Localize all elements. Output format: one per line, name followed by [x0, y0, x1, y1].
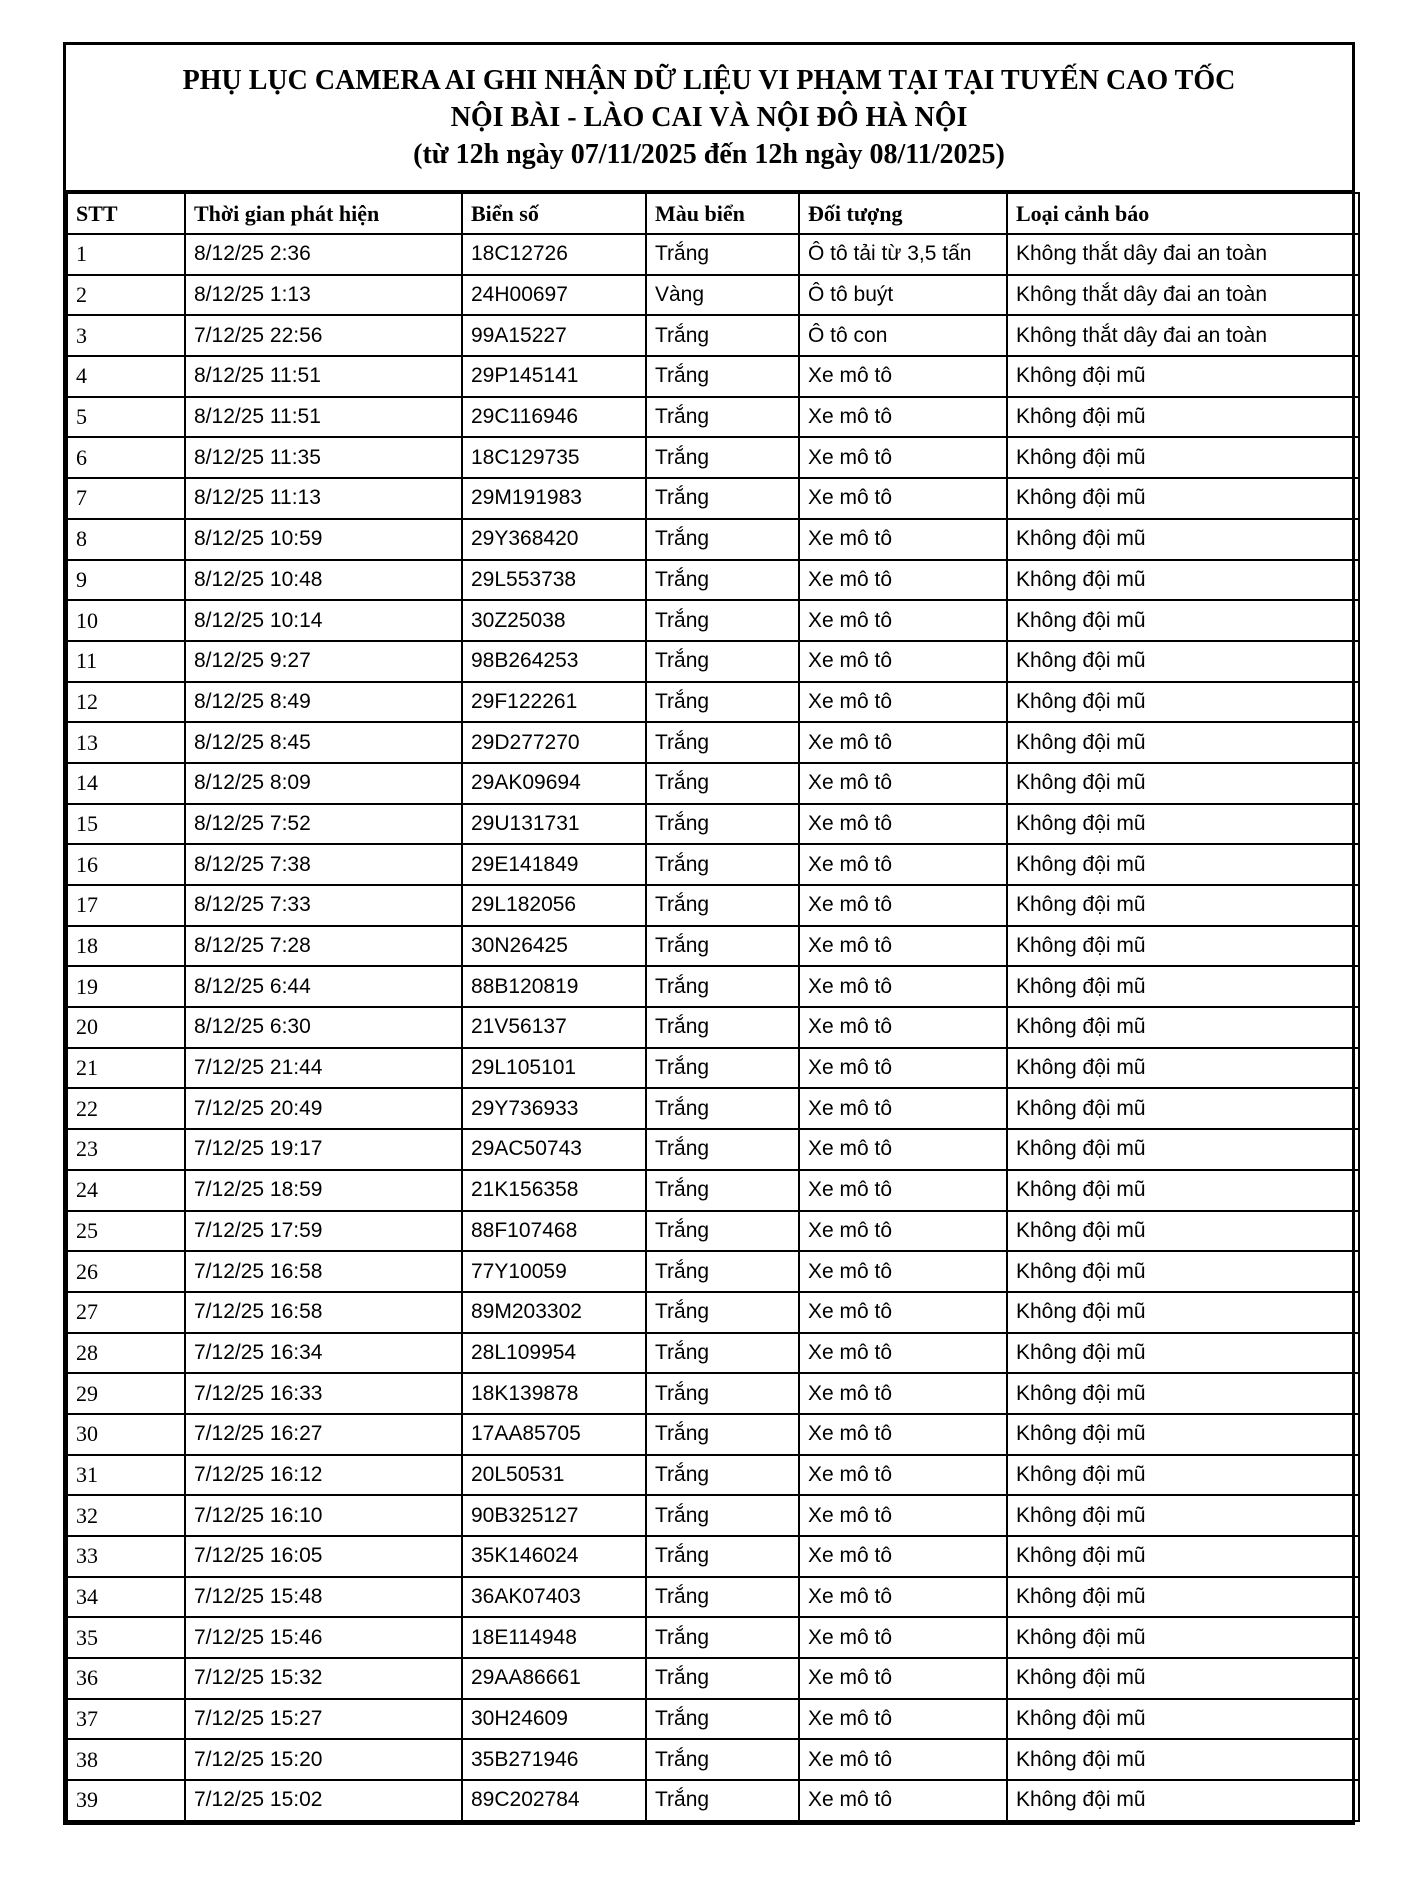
cell-plate-number: 18E114948: [462, 1617, 646, 1658]
cell-warning-type: Không đội mũ: [1007, 397, 1359, 438]
cell-detection-time: 7/12/25 16:34: [185, 1333, 462, 1374]
cell-plate-color: Trắng: [646, 600, 799, 641]
cell-detection-time: 8/12/25 10:48: [185, 560, 462, 601]
cell-plate-color: Trắng: [646, 722, 799, 763]
cell-plate-color: Trắng: [646, 1251, 799, 1292]
cell-detection-time: 8/12/25 11:51: [185, 397, 462, 438]
cell-stt: 37: [67, 1699, 185, 1740]
cell-warning-type: Không đội mũ: [1007, 560, 1359, 601]
cell-plate-color: Vàng: [646, 275, 799, 316]
cell-vehicle-type: Xe mô tô: [799, 682, 1007, 723]
table-row: [67, 844, 1359, 885]
table-row: [67, 1617, 1359, 1658]
cell-warning-type: Không đội mũ: [1007, 1780, 1359, 1821]
cell-warning-type: Không đội mũ: [1007, 926, 1359, 967]
cell-warning-type: Không đội mũ: [1007, 519, 1359, 560]
cell-plate-number: 17AA85705: [462, 1414, 646, 1455]
table-row: [67, 1495, 1359, 1536]
cell-plate-color: Trắng: [646, 1373, 799, 1414]
cell-plate-color: Trắng: [646, 682, 799, 723]
cell-plate-color: Trắng: [646, 560, 799, 601]
cell-stt: 6: [67, 437, 185, 478]
cell-plate-number: 29AC50743: [462, 1129, 646, 1170]
cell-warning-type: Không đội mũ: [1007, 804, 1359, 845]
cell-vehicle-type: Xe mô tô: [799, 397, 1007, 438]
cell-plate-number: 35B271946: [462, 1739, 646, 1780]
cell-plate-color: Trắng: [646, 926, 799, 967]
table-row: [67, 722, 1359, 763]
table-row: [67, 1251, 1359, 1292]
cell-warning-type: Không đội mũ: [1007, 763, 1359, 804]
cell-vehicle-type: Xe mô tô: [799, 1211, 1007, 1252]
cell-stt: 24: [67, 1170, 185, 1211]
cell-warning-type: Không đội mũ: [1007, 1251, 1359, 1292]
cell-plate-color: Trắng: [646, 763, 799, 804]
cell-vehicle-type: Xe mô tô: [799, 722, 1007, 763]
cell-detection-time: 7/12/25 15:48: [185, 1577, 462, 1618]
cell-vehicle-type: Xe mô tô: [799, 1780, 1007, 1821]
cell-plate-color: Trắng: [646, 1577, 799, 1618]
cell-vehicle-type: Xe mô tô: [799, 1739, 1007, 1780]
cell-warning-type: Không đội mũ: [1007, 1088, 1359, 1129]
cell-plate-color: Trắng: [646, 1333, 799, 1374]
cell-stt: 7: [67, 478, 185, 519]
cell-detection-time: 7/12/25 20:49: [185, 1088, 462, 1129]
cell-warning-type: Không đội mũ: [1007, 844, 1359, 885]
cell-warning-type: Không đội mũ: [1007, 966, 1359, 1007]
cell-vehicle-type: Xe mô tô: [799, 1088, 1007, 1129]
cell-warning-type: Không đội mũ: [1007, 1658, 1359, 1699]
cell-stt: 9: [67, 560, 185, 601]
cell-plate-number: 29AK09694: [462, 763, 646, 804]
cell-plate-number: 29U131731: [462, 804, 646, 845]
cell-warning-type: Không thắt dây đai an toàn: [1007, 315, 1359, 356]
cell-plate-number: 20L50531: [462, 1455, 646, 1496]
title-line-2: NỘI BÀI - LÀO CAI VÀ NỘI ĐÔ HÀ NỘI: [450, 102, 968, 133]
cell-vehicle-type: Xe mô tô: [799, 1129, 1007, 1170]
cell-stt: 11: [67, 641, 185, 682]
cell-detection-time: 7/12/25 15:32: [185, 1658, 462, 1699]
cell-warning-type: Không đội mũ: [1007, 478, 1359, 519]
cell-plate-color: Trắng: [646, 519, 799, 560]
cell-plate-number: 18K139878: [462, 1373, 646, 1414]
cell-stt: 33: [67, 1536, 185, 1577]
cell-stt: 5: [67, 397, 185, 438]
cell-plate-number: 29Y368420: [462, 519, 646, 560]
cell-plate-color: Trắng: [646, 478, 799, 519]
cell-plate-color: Trắng: [646, 844, 799, 885]
cell-plate-number: 29L105101: [462, 1048, 646, 1089]
cell-vehicle-type: Xe mô tô: [799, 478, 1007, 519]
report-container: [63, 42, 1355, 1825]
cell-vehicle-type: Xe mô tô: [799, 1292, 1007, 1333]
cell-warning-type: Không đội mũ: [1007, 1495, 1359, 1536]
cell-vehicle-type: Xe mô tô: [799, 844, 1007, 885]
table-row: [67, 926, 1359, 967]
table-row: [67, 478, 1359, 519]
cell-detection-time: 7/12/25 15:02: [185, 1780, 462, 1821]
cell-plate-number: 89M203302: [462, 1292, 646, 1333]
cell-detection-time: 8/12/25 8:09: [185, 763, 462, 804]
cell-detection-time: 8/12/25 6:30: [185, 1007, 462, 1048]
cell-stt: 15: [67, 804, 185, 845]
cell-plate-color: Trắng: [646, 1739, 799, 1780]
cell-stt: 17: [67, 885, 185, 926]
cell-plate-number: 77Y10059: [462, 1251, 646, 1292]
cell-vehicle-type: Xe mô tô: [799, 519, 1007, 560]
cell-vehicle-type: Xe mô tô: [799, 1699, 1007, 1740]
table-row: [67, 1007, 1359, 1048]
cell-detection-time: 8/12/25 8:49: [185, 682, 462, 723]
cell-plate-number: 18C129735: [462, 437, 646, 478]
table-row: [67, 397, 1359, 438]
cell-vehicle-type: Xe mô tô: [799, 1007, 1007, 1048]
table-row: [67, 804, 1359, 845]
cell-plate-color: Trắng: [646, 885, 799, 926]
table-row: [67, 682, 1359, 723]
cell-vehicle-type: Xe mô tô: [799, 885, 1007, 926]
cell-stt: 1: [67, 234, 185, 275]
cell-plate-number: 29F122261: [462, 682, 646, 723]
cell-stt: 30: [67, 1414, 185, 1455]
cell-vehicle-type: Ô tô con: [799, 315, 1007, 356]
cell-stt: 23: [67, 1129, 185, 1170]
cell-plate-color: Trắng: [646, 397, 799, 438]
cell-detection-time: 7/12/25 16:58: [185, 1251, 462, 1292]
col-header-plate-color: Màu biển: [646, 193, 799, 234]
cell-detection-time: 8/12/25 7:38: [185, 844, 462, 885]
cell-warning-type: Không đội mũ: [1007, 1007, 1359, 1048]
cell-plate-number: 88B120819: [462, 966, 646, 1007]
cell-plate-color: Trắng: [646, 804, 799, 845]
cell-warning-type: Không đội mũ: [1007, 356, 1359, 397]
table-row: [67, 1088, 1359, 1129]
cell-warning-type: Không đội mũ: [1007, 641, 1359, 682]
table-row: [67, 763, 1359, 804]
table-row: [67, 275, 1359, 316]
table-row: [67, 1211, 1359, 1252]
table-row: [67, 1333, 1359, 1374]
cell-plate-number: 29C116946: [462, 397, 646, 438]
cell-vehicle-type: Xe mô tô: [799, 1536, 1007, 1577]
cell-stt: 10: [67, 600, 185, 641]
table-row: [67, 1739, 1359, 1780]
cell-warning-type: Không đội mũ: [1007, 1617, 1359, 1658]
cell-warning-type: Không đội mũ: [1007, 1129, 1359, 1170]
cell-vehicle-type: Xe mô tô: [799, 600, 1007, 641]
cell-warning-type: Không thắt dây đai an toàn: [1007, 275, 1359, 316]
col-header-plate-number: Biển số: [462, 193, 646, 234]
cell-plate-number: 29AA86661: [462, 1658, 646, 1699]
cell-detection-time: 8/12/25 6:44: [185, 966, 462, 1007]
cell-plate-color: Trắng: [646, 1780, 799, 1821]
cell-plate-color: Trắng: [646, 1617, 799, 1658]
cell-plate-number: 29E141849: [462, 844, 646, 885]
cell-plate-color: Trắng: [646, 437, 799, 478]
cell-warning-type: Không đội mũ: [1007, 722, 1359, 763]
cell-vehicle-type: Xe mô tô: [799, 641, 1007, 682]
title-line-3: (từ 12h ngày 07/11/2025 đến 12h ngày 08/11/2025): [413, 139, 1005, 170]
table-row: [67, 1170, 1359, 1211]
cell-detection-time: 8/12/25 9:27: [185, 641, 462, 682]
table-row: [67, 315, 1359, 356]
cell-detection-time: 8/12/25 11:51: [185, 356, 462, 397]
cell-warning-type: Không đội mũ: [1007, 1577, 1359, 1618]
table-row: [67, 1455, 1359, 1496]
table-row: [67, 437, 1359, 478]
cell-vehicle-type: Xe mô tô: [799, 1577, 1007, 1618]
cell-warning-type: Không thắt dây đai an toàn: [1007, 234, 1359, 275]
cell-detection-time: 8/12/25 11:35: [185, 437, 462, 478]
table-row: [67, 1699, 1359, 1740]
cell-stt: 38: [67, 1739, 185, 1780]
table-row: [67, 1048, 1359, 1089]
cell-detection-time: 7/12/25 16:58: [185, 1292, 462, 1333]
cell-stt: 31: [67, 1455, 185, 1496]
cell-vehicle-type: Xe mô tô: [799, 1658, 1007, 1699]
cell-plate-number: 29D277270: [462, 722, 646, 763]
cell-stt: 25: [67, 1211, 185, 1252]
cell-plate-color: Trắng: [646, 234, 799, 275]
cell-detection-time: 7/12/25 18:59: [185, 1170, 462, 1211]
table-row: [67, 641, 1359, 682]
cell-stt: 35: [67, 1617, 185, 1658]
cell-plate-number: 30Z25038: [462, 600, 646, 641]
cell-stt: 26: [67, 1251, 185, 1292]
cell-stt: 36: [67, 1658, 185, 1699]
report-title: [66, 45, 1352, 192]
cell-warning-type: Không đội mũ: [1007, 1414, 1359, 1455]
cell-detection-time: 8/12/25 11:13: [185, 478, 462, 519]
cell-plate-number: 30H24609: [462, 1699, 646, 1740]
cell-detection-time: 7/12/25 16:33: [185, 1373, 462, 1414]
cell-plate-color: Trắng: [646, 1536, 799, 1577]
cell-detection-time: 7/12/25 21:44: [185, 1048, 462, 1089]
cell-warning-type: Không đội mũ: [1007, 1292, 1359, 1333]
cell-plate-color: Trắng: [646, 1455, 799, 1496]
cell-stt: 32: [67, 1495, 185, 1536]
cell-vehicle-type: Ô tô buýt: [799, 275, 1007, 316]
cell-plate-number: 18C12726: [462, 234, 646, 275]
cell-stt: 20: [67, 1007, 185, 1048]
cell-vehicle-type: Xe mô tô: [799, 1495, 1007, 1536]
cell-detection-time: 8/12/25 7:33: [185, 885, 462, 926]
cell-vehicle-type: Xe mô tô: [799, 966, 1007, 1007]
cell-plate-number: 36AK07403: [462, 1577, 646, 1618]
cell-warning-type: Không đội mũ: [1007, 1333, 1359, 1374]
cell-vehicle-type: Xe mô tô: [799, 804, 1007, 845]
cell-detection-time: 8/12/25 8:45: [185, 722, 462, 763]
cell-warning-type: Không đội mũ: [1007, 1170, 1359, 1211]
title-line-1: PHỤ LỤC CAMERA AI GHI NHẬN DỮ LIỆU VI PHẠM TẠI TẠI TUYẾN CAO TỐC: [182, 65, 1236, 96]
cell-stt: 14: [67, 763, 185, 804]
cell-detection-time: 8/12/25 7:52: [185, 804, 462, 845]
cell-plate-color: Trắng: [646, 641, 799, 682]
cell-detection-time: 7/12/25 16:27: [185, 1414, 462, 1455]
cell-detection-time: 8/12/25 7:28: [185, 926, 462, 967]
cell-warning-type: Không đội mũ: [1007, 682, 1359, 723]
table-row: [67, 356, 1359, 397]
cell-stt: 4: [67, 356, 185, 397]
cell-stt: 34: [67, 1577, 185, 1618]
table-row: [67, 560, 1359, 601]
cell-detection-time: 8/12/25 2:36: [185, 234, 462, 275]
table-row: [67, 1577, 1359, 1618]
cell-plate-number: 35K146024: [462, 1536, 646, 1577]
cell-vehicle-type: Xe mô tô: [799, 1617, 1007, 1658]
cell-warning-type: Không đội mũ: [1007, 1211, 1359, 1252]
cell-plate-color: Trắng: [646, 356, 799, 397]
table-row: [67, 1129, 1359, 1170]
table-row: [67, 234, 1359, 275]
cell-plate-color: Trắng: [646, 315, 799, 356]
table-row: [67, 1292, 1359, 1333]
cell-vehicle-type: Ô tô tải từ 3,5 tấn: [799, 234, 1007, 275]
cell-warning-type: Không đội mũ: [1007, 437, 1359, 478]
cell-plate-number: 29L553738: [462, 560, 646, 601]
cell-detection-time: 7/12/25 22:56: [185, 315, 462, 356]
cell-plate-color: Trắng: [646, 1170, 799, 1211]
cell-stt: 28: [67, 1333, 185, 1374]
cell-stt: 39: [67, 1780, 185, 1821]
cell-vehicle-type: Xe mô tô: [799, 356, 1007, 397]
cell-detection-time: 7/12/25 15:46: [185, 1617, 462, 1658]
cell-plate-number: 29L182056: [462, 885, 646, 926]
cell-plate-number: 29P145141: [462, 356, 646, 397]
cell-vehicle-type: Xe mô tô: [799, 1048, 1007, 1089]
cell-stt: 27: [67, 1292, 185, 1333]
table-row: [67, 600, 1359, 641]
cell-detection-time: 7/12/25 15:27: [185, 1699, 462, 1740]
cell-plate-color: Trắng: [646, 1414, 799, 1455]
header-row: [67, 193, 1359, 234]
cell-warning-type: Không đội mũ: [1007, 600, 1359, 641]
cell-warning-type: Không đội mũ: [1007, 885, 1359, 926]
cell-vehicle-type: Xe mô tô: [799, 1170, 1007, 1211]
cell-plate-number: 21K156358: [462, 1170, 646, 1211]
cell-vehicle-type: Xe mô tô: [799, 1333, 1007, 1374]
col-header-warning-type: Loại cảnh báo: [1007, 193, 1359, 234]
col-header-vehicle-type: Đối tượng: [799, 193, 1007, 234]
table-row: [67, 966, 1359, 1007]
cell-warning-type: Không đội mũ: [1007, 1739, 1359, 1780]
cell-stt: 18: [67, 926, 185, 967]
cell-warning-type: Không đội mũ: [1007, 1536, 1359, 1577]
cell-vehicle-type: Xe mô tô: [799, 437, 1007, 478]
cell-stt: 3: [67, 315, 185, 356]
cell-vehicle-type: Xe mô tô: [799, 1373, 1007, 1414]
cell-plate-number: 89C202784: [462, 1780, 646, 1821]
cell-plate-color: Trắng: [646, 1292, 799, 1333]
cell-vehicle-type: Xe mô tô: [799, 1455, 1007, 1496]
cell-stt: 29: [67, 1373, 185, 1414]
table-row: [67, 1780, 1359, 1821]
cell-warning-type: Không đội mũ: [1007, 1048, 1359, 1089]
cell-detection-time: 7/12/25 16:12: [185, 1455, 462, 1496]
col-header-stt: STT: [67, 193, 185, 234]
table-row: [67, 1414, 1359, 1455]
cell-detection-time: 8/12/25 10:14: [185, 600, 462, 641]
cell-plate-color: Trắng: [646, 1129, 799, 1170]
cell-warning-type: Không đội mũ: [1007, 1455, 1359, 1496]
cell-plate-color: Trắng: [646, 1007, 799, 1048]
cell-plate-number: 24H00697: [462, 275, 646, 316]
cell-stt: 21: [67, 1048, 185, 1089]
cell-stt: 2: [67, 275, 185, 316]
cell-plate-color: Trắng: [646, 1211, 799, 1252]
cell-vehicle-type: Xe mô tô: [799, 926, 1007, 967]
cell-stt: 12: [67, 682, 185, 723]
cell-stt: 8: [67, 519, 185, 560]
cell-vehicle-type: Xe mô tô: [799, 1414, 1007, 1455]
cell-plate-color: Trắng: [646, 1658, 799, 1699]
cell-plate-color: Trắng: [646, 1495, 799, 1536]
cell-detection-time: 8/12/25 1:13: [185, 275, 462, 316]
cell-plate-number: 98B264253: [462, 641, 646, 682]
cell-plate-number: 90B325127: [462, 1495, 646, 1536]
cell-stt: 13: [67, 722, 185, 763]
cell-vehicle-type: Xe mô tô: [799, 763, 1007, 804]
cell-plate-color: Trắng: [646, 1699, 799, 1740]
cell-stt: 19: [67, 966, 185, 1007]
cell-stt: 22: [67, 1088, 185, 1129]
cell-detection-time: 7/12/25 16:05: [185, 1536, 462, 1577]
table-row: [67, 1373, 1359, 1414]
cell-plate-number: 28L109954: [462, 1333, 646, 1374]
cell-detection-time: 7/12/25 17:59: [185, 1211, 462, 1252]
cell-plate-number: 99A15227: [462, 315, 646, 356]
cell-plate-number: 29Y736933: [462, 1088, 646, 1129]
cell-detection-time: 7/12/25 16:10: [185, 1495, 462, 1536]
table-row: [67, 1536, 1359, 1577]
cell-plate-number: 88F107468: [462, 1211, 646, 1252]
cell-plate-color: Trắng: [646, 1048, 799, 1089]
cell-vehicle-type: Xe mô tô: [799, 1251, 1007, 1292]
cell-plate-number: 21V56137: [462, 1007, 646, 1048]
cell-plate-number: 29M191983: [462, 478, 646, 519]
cell-detection-time: 7/12/25 19:17: [185, 1129, 462, 1170]
cell-warning-type: Không đội mũ: [1007, 1373, 1359, 1414]
table-row: [67, 885, 1359, 926]
cell-detection-time: 7/12/25 15:20: [185, 1739, 462, 1780]
cell-plate-color: Trắng: [646, 966, 799, 1007]
cell-plate-color: Trắng: [646, 1088, 799, 1129]
table-row: [67, 519, 1359, 560]
cell-detection-time: 8/12/25 10:59: [185, 519, 462, 560]
table-row: [67, 1658, 1359, 1699]
cell-plate-number: 30N26425: [462, 926, 646, 967]
col-header-detection-time: Thời gian phát hiện: [185, 193, 462, 234]
cell-warning-type: Không đội mũ: [1007, 1699, 1359, 1740]
cell-vehicle-type: Xe mô tô: [799, 560, 1007, 601]
violations-table: [66, 192, 1360, 1822]
cell-stt: 16: [67, 844, 185, 885]
